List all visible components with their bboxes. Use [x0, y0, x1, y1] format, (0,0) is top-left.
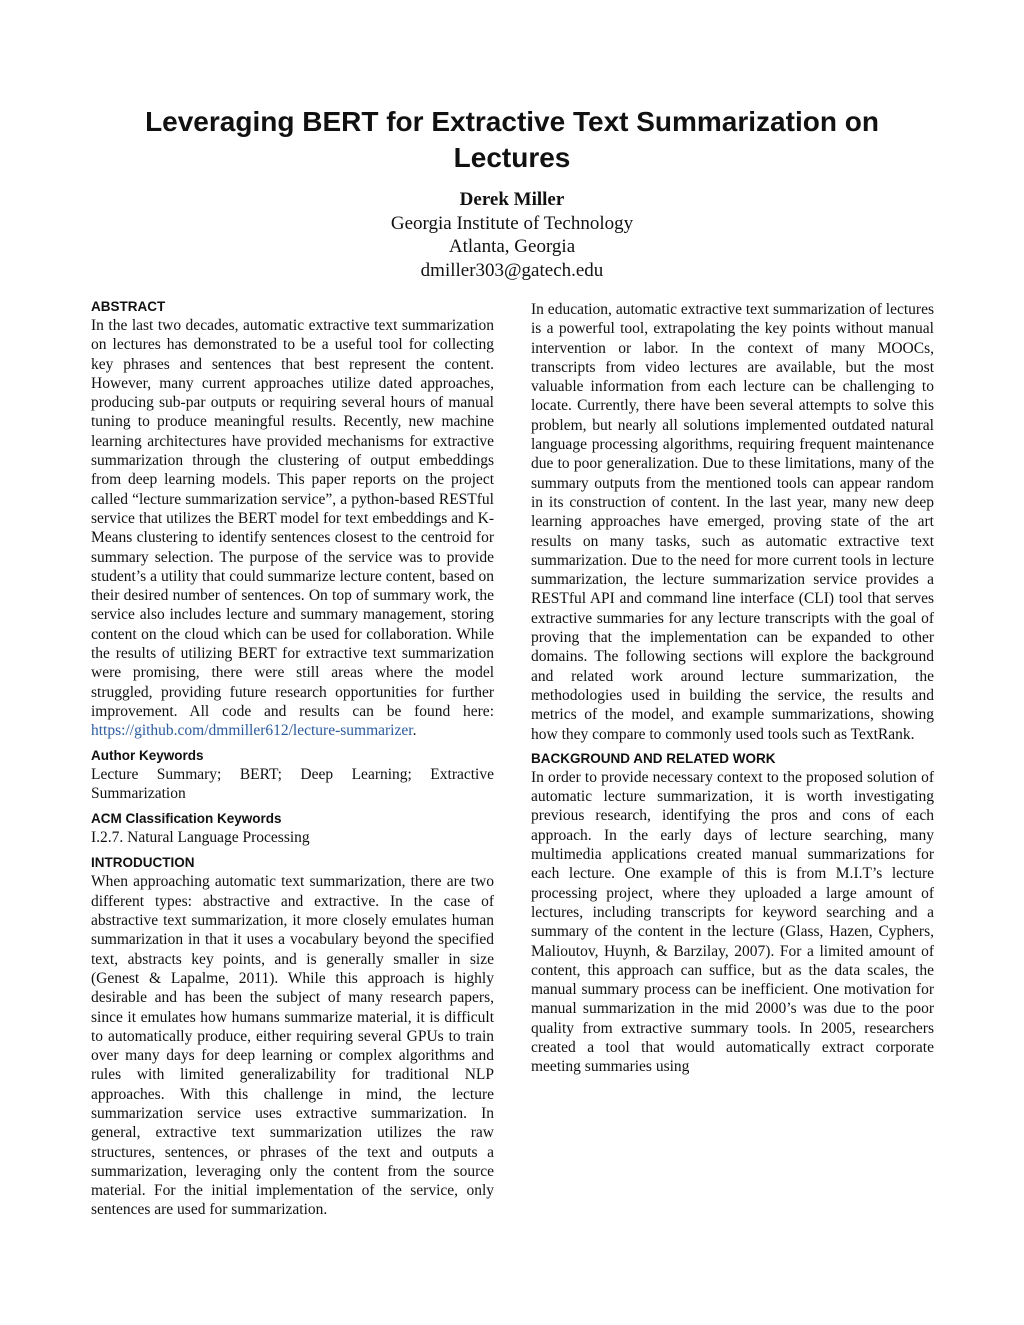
abstract-link-suffix: .	[412, 722, 417, 740]
right-column	[531, 300, 934, 1083]
abstract-body: In the last two decades, automatic extractive text summarization on lectures has demonstrated to be a useful tool for collecting key phrases and sentences that best represent the content. However, many current approaches utilize dated approaches, producing sub-par outputs or requiring several hours of manual tuning to produce meaningful results. Recently, new machine learning architectures have provided mechanisms for extractive summarization through the clustering of output embeddings from deep learning models. This paper reports on the project called “lecture summarization service”, a python-based RESTful service that utilizes the BERT model for text embeddings and K-Means clustering to identify sentences closest to the centroid for summary selection. The purpose of the service was to provide student’s a utility that could summarize lecture content, based on their desired number of sentences. On top of summary work, the service also includes lecture and summary management, storing content on the cloud which can be used for collaboration. While the results of utilizing BERT for extractive text summarization were promising, there were still areas where the model struggled, providing future research opportunities for further improvement. All code and results can be found here:	[91, 317, 494, 720]
author-email: dmiller303@gatech.edu	[420, 259, 604, 281]
acm-text: I.2.7. Natural Language Processing	[91, 829, 310, 847]
author-affiliation: Georgia Institute of Technology	[390, 212, 634, 234]
author-block	[212, 188, 812, 282]
background-paragraph-1: In order to provide necessary context to the proposed solution of automatic lecture summarization, it is worth investigating previous research, identifying the pros and cons of each approach. In the early days of lecture searching, many multimedia applications created manual summarizations for each lecture. One example of this is from M.I.T’s lecture processing project, where they uploaded a large amount of lectures, including transcripts for keyword searching and a summary of the content in the lecture (Glass, Hazen, Cyphers, Malioutov, Huynh, & Barzilay, 2007). For a limited amount of content, this approach can suffice, but as the data scales, the manual summary process can be inefficient. One motivation for manual summarization in the mid 2000’s was due to the poor quality from extractive summary tools. In 2005, researchers created a tool that would automatically extract corporate meeting summaries using	[531, 768, 934, 1076]
author-location: Atlanta, Georgia	[448, 236, 576, 257]
paper-title: Leveraging BERT for Extractive Text Summarization on Lectures	[145, 106, 879, 173]
introduction-paragraph-2: In education, automatic extractive text summarization of lectures is a powerful tool, extrapolating the key points without manual intervention or labor. In the context of many MOOCs, transcripts from video lectures are available, but the most valuable information from each lecture can be challenging to locate. Currently, there have been several attempts to solve this problem, but nearly all solutions implemented outdated natural language processing algorithms, requiring frequent maintenance due to poor generalization. Due to these limitations, many of the summary outputs from the mentioned tools can appear random in its construction of content. In the last year, many new deep learning approaches have emerged, proving state of the art results on many tasks, such as automatic extractive text summarization. Due to the need for more current tools in lecture summarization, the lecture summarization service provides a RESTful API and command line interface (CLI) tool that serves extractive summaries for any lecture transcripts with the goal of proving that the implementation can be expanded to other domains. The following sections will explore the background and related work around lecture summarization, the methodologies used in building the service, the results and metrics of the model, and example summarizations, showing how they compare to commonly used tools such as TextRank.	[531, 301, 934, 743]
author-name: Derek Miller	[459, 189, 565, 210]
author-keywords-heading: Author Keywords	[91, 747, 204, 763]
author-keywords-text: Lecture Summary; BERT; Deep Learning; Extractive Summarization	[91, 765, 494, 802]
left-column	[91, 298, 494, 1226]
abstract-text	[91, 316, 494, 741]
abstract-heading: ABSTRACT	[91, 299, 166, 314]
acm-heading: ACM Classification Keywords	[91, 811, 282, 827]
introduction-paragraph-1: When approaching automatic text summarization, there are two different types: abstractive and extractive. In the case of abstractive text summarization, it more closely emulates human summarization in that it uses a vocabulary beyond the specified text, abstracts key points, and is generally smaller in size (Genest & Lapalme, 2011). While this approach is highly desirable and has been the subject of many research papers, since it emulates how humans summarize material, it is difficult to automatically produce, either requiring several GPUs to train over many days for deep learning or complex algorithms and rules with limited generalizability for traditional NLP approaches. With this challenge in mind, the lecture summarization service uses extractive summarization. In general, extractive text summarization utilizes the raw structures, sentences, or phrases of the text and outputs a summarization, leveraging only the content from the source material. For the initial implementation of the service, only sentences are used for summarization.	[91, 873, 494, 1219]
github-link[interactable]: https://github.com/dmmiller612/lecture-summarizer	[91, 722, 413, 740]
background-heading: BACKGROUND AND RELATED WORK	[531, 750, 776, 766]
introduction-heading: INTRODUCTION	[91, 855, 195, 871]
